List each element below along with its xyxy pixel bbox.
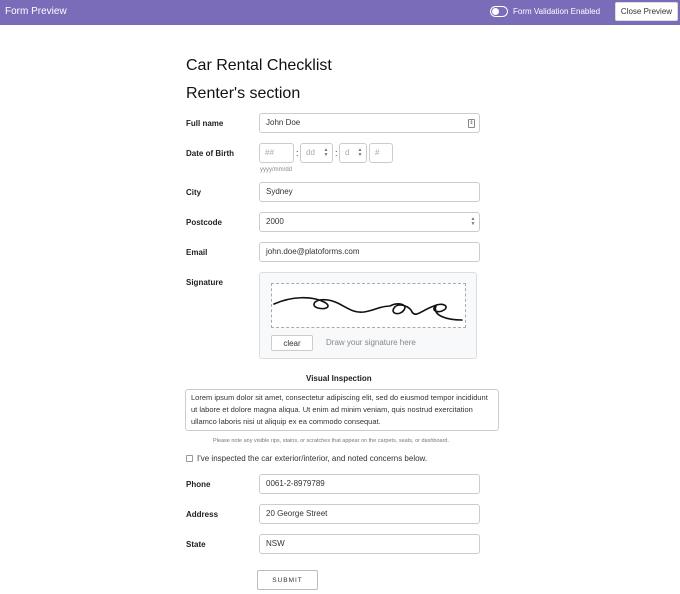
postcode-label: Postcode: [186, 218, 223, 227]
dob-year-input[interactable]: [259, 143, 294, 163]
inspection-checkbox-label: I've inspected the car exterior/interior, and noted concerns below.: [197, 454, 428, 463]
date-of-birth-label: Date of Birth: [186, 149, 234, 158]
phone-label: Phone: [186, 480, 211, 489]
state-label: State: [186, 540, 206, 549]
close-preview-button[interactable]: Close Preview: [615, 2, 678, 21]
signature-drawing: [272, 284, 465, 327]
dob-separator: :: [335, 148, 338, 158]
postcode-spinner-icon[interactable]: ▲ ▼: [470, 216, 476, 227]
top-bar: [0, 0, 680, 25]
address-value: 20 George Street: [266, 509, 328, 518]
signature-pad[interactable]: [271, 283, 466, 328]
postcode-input[interactable]: [259, 212, 480, 232]
email-value: john.doe@platoforms.com: [266, 247, 360, 256]
full-name-value: John Doe: [266, 118, 301, 127]
dob-month-placeholder: dd: [306, 148, 315, 157]
signature-clear-button[interactable]: clear: [271, 335, 313, 351]
state-value: NSW: [266, 539, 285, 548]
visual-inspection-hint: Please note any visible rips, stains, or scratches that appear on the carpets, seats, or dashboard.: [213, 438, 450, 444]
form-validation-toggle[interactable]: [490, 6, 508, 17]
dob-day-input[interactable]: [339, 143, 367, 163]
postcode-value: 2000: [266, 217, 284, 226]
form-title: Car Rental Checklist: [186, 57, 332, 74]
dob-separator: :: [296, 148, 299, 158]
contact-card-icon: ⇕: [469, 120, 474, 126]
signature-label: Signature: [186, 278, 223, 287]
signature-hint: Draw your signature here: [326, 338, 416, 347]
dob-extra-placeholder: #: [375, 148, 380, 157]
signature-box: [259, 272, 477, 359]
dob-year-placeholder: ##: [265, 148, 274, 157]
address-input[interactable]: [259, 504, 480, 524]
full-name-input[interactable]: [259, 113, 480, 133]
visual-inspection-textarea[interactable]: Lorem ipsum dolor sit amet, consectetur adipiscing elit, sed do eiusmod tempor incididunt ut labore et dolore magna aliqua. Ut enim ad minim veniam, quis nostrud exercitation ullamco laboris nisi ut aliquip ex ea commodo consequat.: [185, 389, 499, 431]
visual-inspection-title: Visual Inspection: [306, 374, 372, 383]
city-value: Sydney: [266, 187, 293, 196]
state-input[interactable]: [259, 534, 480, 554]
dob-month-spinner-icon[interactable]: ▲ ▼: [323, 147, 329, 158]
toggle-knob: [492, 8, 499, 15]
form-preview-title: Form Preview: [5, 6, 67, 17]
inspection-checkbox[interactable]: [186, 455, 193, 462]
city-label: City: [186, 188, 202, 197]
dob-day-spinner-icon[interactable]: ▲ ▼: [357, 147, 363, 158]
form-validation-label: Form Validation Enabled: [513, 7, 601, 16]
submit-button[interactable]: SUBMIT: [257, 570, 318, 590]
email-input[interactable]: [259, 242, 480, 262]
dob-day-placeholder: d: [345, 148, 350, 157]
city-input[interactable]: [259, 182, 480, 202]
address-label: Address: [186, 510, 219, 519]
email-label: Email: [186, 248, 208, 257]
phone-input[interactable]: [259, 474, 480, 494]
full-name-label: Full name: [186, 119, 224, 128]
dob-month-input[interactable]: [300, 143, 333, 163]
section-title: Renter's section: [186, 85, 301, 102]
dob-extra-input[interactable]: [369, 143, 393, 163]
phone-value: 0061-2-8979789: [266, 479, 325, 488]
dob-format-hint: yyyy/mm/dd: [260, 167, 293, 173]
